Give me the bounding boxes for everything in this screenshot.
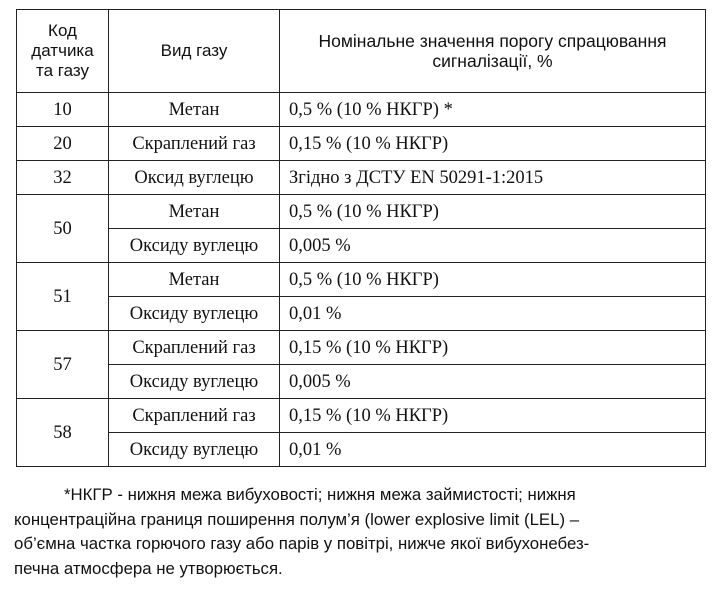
table-row [17, 433, 706, 467]
table-row [17, 365, 706, 399]
header-threshold-line: Номінальне значення порогу спрацювання [318, 31, 667, 51]
table-row [17, 93, 706, 127]
sensor-code-cell: 20 [17, 127, 109, 161]
gas-type-cell: Оксиду вуглецю [109, 229, 280, 263]
header-code-line: та газу [36, 61, 89, 80]
threshold-cell: 0,005 % [280, 229, 706, 263]
gas-type-cell: Метан [109, 195, 280, 229]
gas-type-cell: Скраплений газ [109, 399, 280, 433]
footnote-line: печна атмосфера не утворюється. [14, 558, 283, 578]
table-row [17, 331, 706, 365]
footnote [14, 483, 710, 581]
threshold-cell: Згідно з ДСТУ EN 50291-1:2015 [280, 161, 706, 195]
threshold-cell: 0,01 % [280, 297, 706, 331]
table-row [17, 229, 706, 263]
gas-type-cell: Метан [109, 263, 280, 297]
sensor-code-cell: 57 [17, 331, 109, 399]
header-sensor-code [17, 10, 109, 93]
threshold-cell: 0,5 % (10 % НКГР) [280, 263, 706, 297]
sensor-code-cell: 50 [17, 195, 109, 263]
gas-threshold-table [16, 9, 706, 467]
table-row [17, 161, 706, 195]
gas-type-cell: Скраплений газ [109, 331, 280, 365]
table-row [17, 195, 706, 229]
threshold-cell: 0,5 % (10 % НКГР) [280, 195, 706, 229]
table-header-row [17, 10, 706, 93]
gas-type-cell: Метан [109, 93, 280, 127]
footnote-line: *НКГР - нижня межа вибуховості; нижня межа займистості; нижня [64, 485, 576, 504]
threshold-cell: 0,15 % (10 % НКГР) [280, 331, 706, 365]
threshold-cell: 0,005 % [280, 365, 706, 399]
gas-type-cell: Оксиду вуглецю [109, 365, 280, 399]
header-threshold-line: сигналізації, % [432, 51, 553, 71]
footnote-line: об’ємна частка горючого газу або парів у повітрі, нижче якої вибухонебез- [14, 534, 590, 553]
threshold-cell: 0,15 % (10 % НКГР) [280, 127, 706, 161]
header-code-line: датчика [31, 41, 94, 60]
sensor-code-cell: 10 [17, 93, 109, 127]
gas-type-cell: Скраплений газ [109, 127, 280, 161]
gas-type-cell: Оксиду вуглецю [109, 297, 280, 331]
header-code-line: Код [48, 21, 77, 40]
sensor-code-cell: 58 [17, 399, 109, 467]
header-threshold [280, 10, 706, 93]
gas-type-cell: Оксид вуглецю [109, 161, 280, 195]
sensor-code-cell: 51 [17, 263, 109, 331]
header-gas-type: Вид газу [109, 10, 280, 93]
sensor-code-cell: 32 [17, 161, 109, 195]
gas-type-cell: Оксиду вуглецю [109, 433, 280, 467]
threshold-cell: 0,01 % [280, 433, 706, 467]
table-row [17, 263, 706, 297]
threshold-cell: 0,5 % (10 % НКГР) * [280, 93, 706, 127]
table-row [17, 127, 706, 161]
footnote-line: концентраційна границя поширення полум’я (lower explosive limit (LEL) – [14, 509, 580, 529]
threshold-cell: 0,15 % (10 % НКГР) [280, 399, 706, 433]
table-row [17, 297, 706, 331]
table-row [17, 399, 706, 433]
